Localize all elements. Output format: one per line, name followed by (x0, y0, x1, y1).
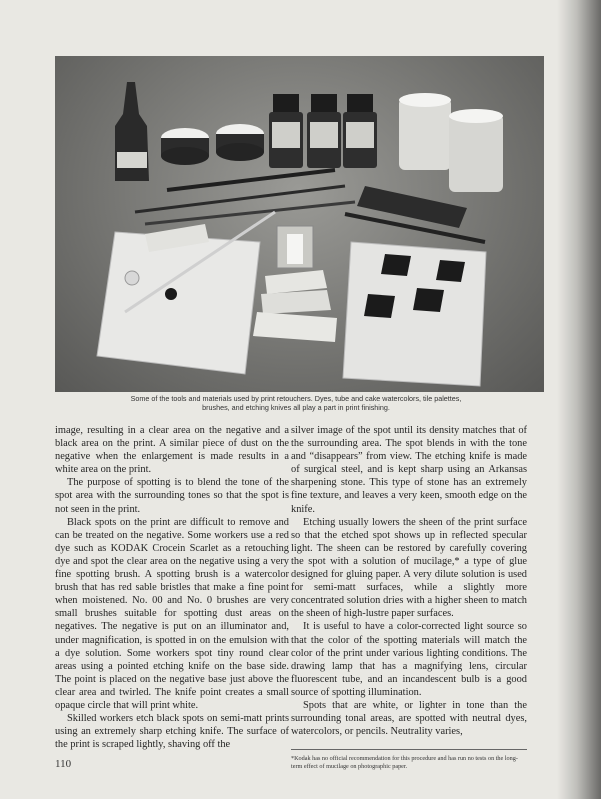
brush-2 (135, 186, 345, 212)
right-paragraph-3: It is useful to have a color-corrected light source so that the color of the spotting materials will match the color of the print under various lighting conditions. The drawing lamp that has a magnifying lens, circular fluorescent tube, and an incandescent bulb is a good source of spotting illumination. (291, 621, 527, 698)
palette-dye-spot (165, 288, 177, 300)
brush-3 (145, 202, 355, 224)
paint-tube-2 (265, 270, 327, 294)
right-paragraph-1: silver image of the spot until its density matches that of the surrounding area. The spot blends in with the tone and “disappears” from view. The etching knife is made of surgical steel, and is kept sharp using an Arkansas sharpening stone. This type of stone has an extremely fine texture, and leaves a very keen, smooth edge on the knife. (291, 425, 527, 515)
paint-tube-4 (253, 312, 337, 342)
dye-bottle-1 (273, 94, 299, 112)
dye-bottle-2 (311, 94, 337, 112)
right-paragraph-2: Etching usually lowers the sheen of the print surface so that the etched spot shows up in reflected specular light. The sheen can be restored by carefully covering the spot with a solution of mucilage,* a type of glue designed for gluing paper. A very dilute solution is used for semi-matt surfaces, while a slightly more concentrated solution dries with a higher sheen to match the sheen of high-lustre paper surfaces. (291, 516, 527, 620)
footnote: *Kodak has no official recommendation for this procedure and has run no tests on the long-term effect of mucilage on photographic paper. (291, 755, 518, 770)
right-column (291, 424, 527, 738)
dye-bottle-3 (347, 94, 373, 112)
page-number: 110 (55, 758, 72, 770)
palette-cap (125, 271, 139, 285)
tile-palette-left (97, 232, 260, 374)
page-gutter-shadow (557, 0, 601, 799)
tempera-jar-1 (399, 98, 451, 170)
right-paragraph-4: Spots that are white, or lighter in tone than the surrounding tonal areas, are spotted with neutral dyes, watercolors, or pencils. Neutrality varies, (291, 699, 527, 738)
tempera-jar-2 (449, 114, 503, 192)
left-paragraph-2: The purpose of spotting is to blend the tone of the spot area with the surrounding tones so that the spot is not seen in the print. (55, 477, 289, 515)
left-paragraph-4: Skilled workers etch black spots on semi-matt prints using an extremely sharp etching knife. The surface of the print is scraped lightly, shaving off the (55, 713, 289, 751)
left-column (55, 424, 289, 751)
footnote-divider (291, 749, 527, 750)
left-paragraph-3: Black spots on the print are difficult to remove and can be treated on the negative. Some workers use a red dye such as KODAK Crocein Scarlet as a retouching dye and spot the clear area on the negative using a very fine spotting brush. A spotting brush is a watercolor brush that has red sable bristles that make a fine point when moistened. No. 00 and No. 0 brushes are very small brushes suitable for spotting dust areas on negatives. The negative is put on an illuminator and, under magnification, is spotted in on the emulsion with a dye solution. Some workers spot tiny round clear areas using a pointed etching knife on the base side. The point is placed on the negative base just above the clear area and twirled. The knife point creates a small opaque circle that will print white. (55, 516, 289, 711)
photo-illustration (55, 56, 544, 392)
paint-tube-3 (261, 290, 331, 314)
retouching-tools-photo (55, 56, 544, 392)
brush-1 (167, 170, 335, 190)
left-paragraph-1: image, resulting in a clear area on the negative and a black area on the print. A similar piece of dust on the negative when the enlargement is made results in a white area on the print. (55, 425, 289, 476)
photo-caption: Some of the tools and materials used by print retouchers. Dyes, tube and cake watercolors, tile palettes, brushes, and etching knives all play a part in print finishing. (130, 394, 462, 413)
